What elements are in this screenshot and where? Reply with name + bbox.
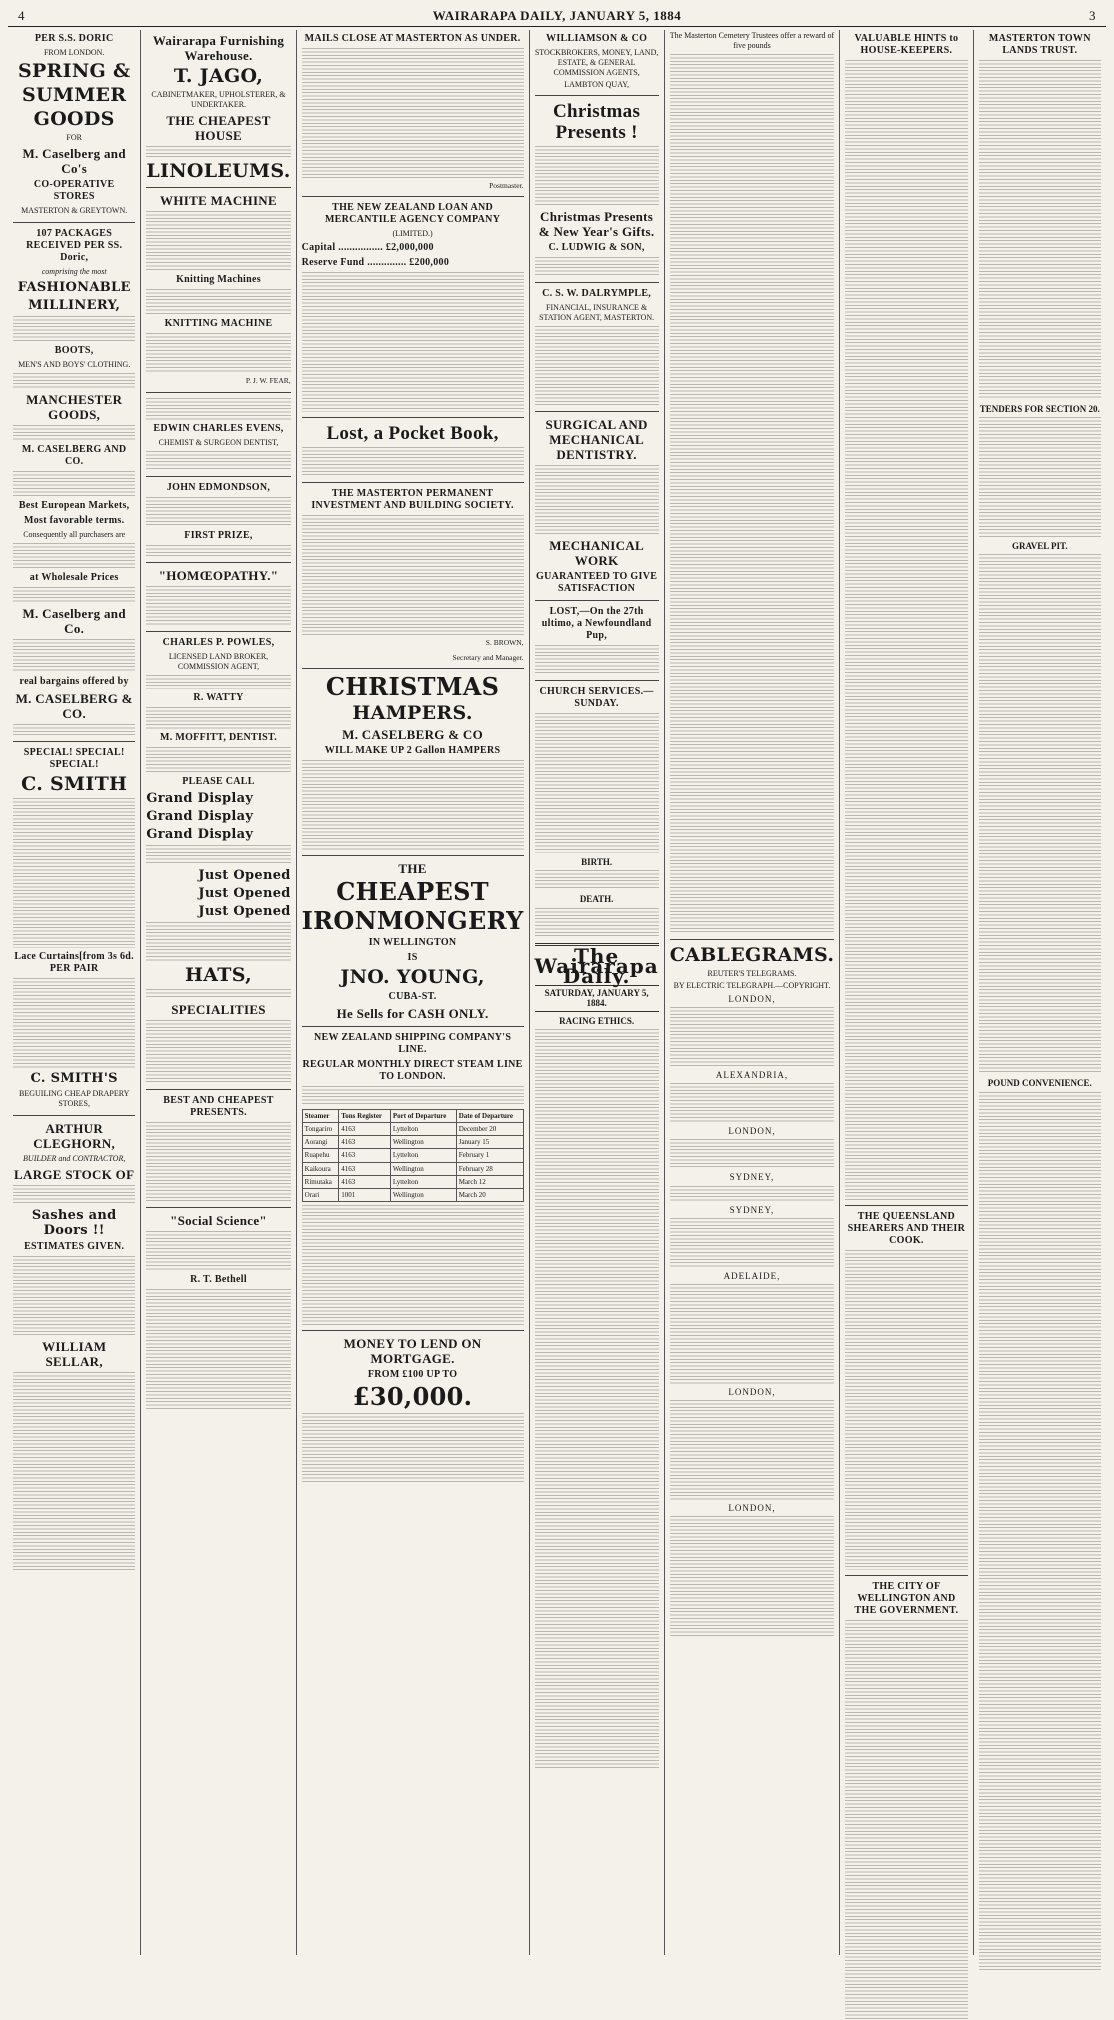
ad-mails: MAILS CLOSE AT MASTERTON AS UNDER. [304, 33, 521, 44]
ad-monthly-line: REGULAR MONTHLY DIRECT STEAM LINE TO LONDON. [302, 1058, 523, 1082]
ad-powles: CHARLES P. POWLES, [162, 636, 275, 648]
ad-reserve: Reserve Fund .............. £200,000 [301, 257, 450, 269]
ad-summer: SUMMER [21, 84, 127, 107]
ad-firm: M. Caselberg and Co's [22, 146, 126, 177]
ad-manchester: MANCHESTER GOODS, [26, 392, 123, 423]
shipping-col-header: Date of Departure [456, 1109, 523, 1122]
ad-shipping-company: NEW ZEALAND SHIPPING COMPANY'S LINE. [313, 1031, 512, 1055]
ad-lowest-prices: Most favorable terms. [23, 515, 125, 527]
ad-linoleums: LINOLEUMS. [146, 160, 291, 183]
ad-just-opened-2: Just Opened [198, 886, 291, 902]
column-5 [665, 30, 841, 1955]
ad-moffitt: M. MOFFITT, DENTIST. [160, 732, 278, 744]
ad-just-opened-3: Just Opened [198, 904, 291, 920]
ad-packages: 107 PACKAGES RECEIVED PER SS. Doric, [26, 227, 123, 263]
ad-the: THE [398, 860, 427, 876]
shipping-col-header: Steamer [302, 1109, 339, 1122]
ad-in-wellington: IN WELLINGTON [368, 936, 457, 948]
ad-large-stock: LARGE STOCK OF [14, 1166, 135, 1182]
column-2 [141, 30, 296, 1955]
death-heading: DEATH. [579, 894, 614, 905]
ad-ship-line: PER S.S. DORIC [34, 33, 114, 44]
ad-guaranteed: GUARANTEED TO GIVE SATISFACTION [536, 571, 658, 595]
editorial-heading-racing-ethics: RACING ETHICS. [559, 1015, 635, 1026]
masthead [8, 6, 1106, 27]
ad-smith-2: C. SMITH'S [30, 1071, 118, 1087]
ad-spring: SPRING & [17, 60, 131, 83]
ad-knitting-machines: Knitting Machines [176, 274, 261, 286]
dateline-sydney-1: SYDNEY, [729, 1172, 775, 1183]
ad-ludwig: C. LUDWIG & SON, [548, 241, 645, 253]
ad-jago: T. JAGO, [173, 65, 264, 87]
ad-christmas: CHRISTMAS [325, 671, 500, 701]
ad-purchasers: Consequently all purchasers are [23, 530, 126, 540]
trustees-notice: The Masterton Cemetery Trustees offer a reward of five pounds [669, 31, 835, 51]
column-3 [297, 30, 530, 1955]
ad-social-science: "Social Science" [170, 1213, 267, 1229]
page-number-right: 3 [1089, 8, 1096, 23]
ad-lost-pocket-book: Lost, a Pocket Book, [326, 423, 499, 445]
ad-caselberg-3: M. Caselberg and Co. [22, 606, 126, 637]
ad-nz-loan-sub: (LIMITED.) [392, 229, 433, 239]
ad-smith-2-sub: BEGUILING CHEAP DRAPERY STORES, [19, 1089, 130, 1109]
editorial-paper-title: The Wairarapa Daily. [534, 943, 659, 989]
ad-dalrymple-sub: FINANCIAL, INSURANCE & STATION AGENT, MASTERTON. [539, 302, 655, 323]
ad-fashionable: FASHIONABLE [17, 279, 131, 295]
ad-estimates: ESTIMATES GIVEN. [24, 1240, 125, 1252]
ad-nz-loan: THE NEW ZEALAND LOAN AND MERCANTILE AGENCY COMPANY [324, 202, 501, 226]
table-row: Aorangi 4163 Wellington January 15 [302, 1136, 523, 1149]
ad-money-to-lend: MONEY TO LEND ON MORTGAGE. [343, 1336, 482, 1367]
ad-towns: MASTERTON & GREYTOWN. [21, 206, 128, 216]
ad-lace: Lace Curtains[from 3s 6d. PER PAIR [14, 951, 134, 975]
ad-surgical: SURGICAL AND MECHANICAL DENTISTRY. [545, 417, 648, 463]
ad-watty: R. WATTY [193, 692, 244, 704]
ad-money-from: FROM £100 UP TO [367, 1369, 458, 1381]
ad-ironmongery: IRONMONGERY [301, 905, 524, 935]
editorial-date: SATURDAY, JANUARY 5, 1884. [535, 985, 659, 1011]
ad-homoeopathy: "HOMŒOPATHY." [158, 567, 279, 583]
ad-jago-trades: CABINETMAKER, UPHOLSTERER, & UNDERTAKER. [151, 90, 286, 110]
ad-real-bargains: real bargains offered by [19, 676, 129, 688]
dateline-london-2: LONDON, [728, 1126, 776, 1137]
ad-cleghorn: ARTHUR CLEGHORN, [33, 1120, 116, 1151]
ad-white-machine: WHITE MACHINE [160, 193, 277, 209]
ad-goods: GOODS [33, 108, 115, 131]
church-services-heading: CHURCH SERVICES.—SUNDAY. [539, 686, 654, 710]
ad-fear: P. J. W. FEAR, [245, 376, 291, 386]
ad-furnishing: Wairarapa Furnishing Warehouse. [152, 33, 285, 63]
ad-best-presents: BEST AND CHEAPEST PRESENTS. [163, 1095, 274, 1119]
ad-boots: BOOTS, [54, 344, 94, 356]
ad-edwin-sub: CHEMIST & SURGEON DENTIST, [158, 437, 279, 447]
ad-hats: HATS, [185, 964, 252, 987]
ad-caselberg-hampers: M. CASELBERG & CO [342, 726, 484, 742]
ad-cuba-st: CUBA-ST. [388, 990, 437, 1002]
dateline-adelaide: ADELAIDE, [723, 1270, 781, 1281]
dateline-london-1: LONDON, [728, 993, 776, 1004]
ad-dalrymple: C. S. W. DALRYMPLE, [542, 287, 652, 299]
dateline-london-3: LONDON, [728, 1387, 776, 1398]
ad-newfoundland: LOST,—On the 27th ultimo, a Newfoundland Pup, [541, 606, 652, 642]
table-row: Ruapehu 4163 Lyttelton February 1 [302, 1149, 523, 1162]
ad-lambton: LAMBTON QUAY, [564, 79, 629, 89]
article-queensland-heading: THE QUEENSLAND SHEARERS AND THEIR COOK. [847, 1211, 966, 1246]
ad-stores: CO-OPERATIVE STORES [33, 179, 115, 203]
column-6 [840, 30, 973, 1955]
birth-heading: BIRTH. [581, 857, 613, 868]
dateline-london-4: LONDON, [728, 1503, 776, 1514]
ad-money-amount: £30,000. [352, 1382, 473, 1412]
shipping-col-header: Tons Register [339, 1109, 391, 1122]
column-1 [8, 30, 141, 1955]
ad-millinery: MILLINERY, [28, 297, 121, 313]
ad-wholesale: at Wholesale Prices [29, 572, 119, 584]
ad-knitting-machine-2: KNITTING MACHINE [164, 318, 273, 330]
shipping-table [302, 1109, 524, 1202]
reuters-subheading: REUTER'S TELEGRAMS. [707, 969, 797, 979]
ad-gallon: WILL MAKE UP 2 Gallon HAMPERS [324, 744, 501, 756]
ad-cash-only: He Sells for CASH ONLY. [336, 1005, 489, 1021]
table-row: Rimutaka 4163 Lyttelton March 12 [302, 1175, 523, 1188]
ad-cheapest: CHEAPEST [336, 876, 489, 906]
ad-jno-young: JNO. YOUNG, [340, 965, 485, 988]
ad-williamson: WILLIAMSON & CO [546, 33, 648, 44]
ad-grand-display-2: Grand Display [146, 809, 254, 825]
column-4 [530, 30, 665, 1955]
dateline-alexandria: ALEXANDRIA, [715, 1070, 789, 1081]
ad-christmas-presents: Christmas Presents ! [553, 100, 641, 143]
ad-from: FROM LONDON. [43, 48, 105, 57]
ad-powles-sub: LICENSED LAND BROKER, COMMISSION AGENT, [168, 651, 269, 672]
ad-postmaster: Postmaster. [489, 181, 524, 190]
ad-for: FOR [66, 133, 82, 143]
ad-hampers: HAMPERS. [352, 701, 473, 724]
ad-brown: S. BROWN, [485, 638, 524, 648]
article-city-heading: THE CITY OF WELLINGTON AND THE GOVERNMENT. [854, 1581, 959, 1616]
shipping-col-header: Port of Departure [390, 1109, 456, 1122]
ad-bethell: R. T. Bethell [190, 1274, 247, 1286]
ad-smith: C. SMITH [21, 773, 128, 796]
column-7 [974, 30, 1106, 1955]
newspaper-masthead-title: WAIRARAPA DAILY, JANUARY 5, 1884 [432, 8, 682, 23]
shipping-table-header [302, 1109, 523, 1122]
ad-sellar: WILLIAM SELLAR, [42, 1338, 107, 1369]
columns [8, 30, 1106, 1955]
ad-clothing: MEN'S AND BOYS' CLOTHING. [18, 359, 131, 369]
ad-edmondson: JOHN EDMONDSON, [166, 481, 271, 493]
article-trust-heading: MASTERTON TOWN LANDS TRUST. [988, 33, 1091, 56]
table-row: Tongariro 4163 Lyttelton December 20 [302, 1123, 523, 1136]
ad-sashes: Sashes and Doors !! [31, 1207, 117, 1238]
dateline-sydney-2: SYDNEY, [729, 1204, 775, 1215]
ad-grand-display-3: Grand Display [146, 827, 254, 843]
ad-best-european: Best European Markets, [18, 500, 130, 512]
pound-heading: POUND CONVENIENCE. [987, 1078, 1092, 1089]
article-hints-heading: VALUABLE HINTS to HOUSE-KEEPERS. [854, 33, 959, 56]
ad-just-opened-1: Just Opened [198, 868, 291, 884]
ad-cheapest-house: THE CHEAPEST HOUSE [166, 113, 271, 144]
ad-first-prize: FIRST PRIZE, [184, 529, 253, 541]
copyright-subheading: BY ELECTRIC TELEGRAPH.—COPYRIGHT. [673, 980, 831, 990]
ad-is: IS [407, 951, 418, 963]
ad-grand-display-1: Grand Display [146, 791, 254, 807]
ad-secretary: Secretary and Manager. [452, 652, 524, 662]
table-row: Kaikoura 4163 Wellington February 28 [302, 1162, 523, 1175]
ad-williamson-stock: STOCKBROKERS, MONEY, LAND, ESTATE, & GENERAL COMMISSION AGENTS, [534, 48, 659, 78]
table-row: Orari 1001 Wellington March 20 [302, 1189, 523, 1202]
ad-caselberg-2: M. CASELBERG AND CO. [21, 444, 127, 468]
ad-mechanical: MECHANICAL WORK [549, 538, 644, 569]
ad-special: SPECIAL! SPECIAL! SPECIAL! [23, 747, 125, 771]
gravel-pit-heading: GRAVEL PIT. [1011, 541, 1068, 552]
ad-edwin: EDWIN CHARLES EVENS, [153, 422, 284, 434]
ad-builder: BUILDER and CONTRACTOR, [23, 1153, 126, 1163]
ad-caselberg-4: M. CASELBERG & CO. [15, 691, 133, 722]
ad-permanent-society: THE MASTERTON PERMANENT INVESTMENT AND BUILDING SOCIETY. [311, 488, 514, 512]
ad-comprising: comprising the most [41, 266, 107, 276]
ad-capital: Capital ................ £2,000,000 [301, 242, 434, 254]
tenders-heading: TENDERS FOR SECTION 20. [979, 404, 1100, 414]
page-number-left: 4 [18, 8, 25, 23]
cablegrams-heading: CABLEGRAMS. [669, 944, 835, 967]
ad-specialities: SPECIALITIES [171, 1002, 266, 1018]
ad-presents-new-year: Christmas Presents & New Year's Gifts. [538, 208, 655, 239]
ad-please-call: PLEASE CALL [182, 776, 255, 788]
